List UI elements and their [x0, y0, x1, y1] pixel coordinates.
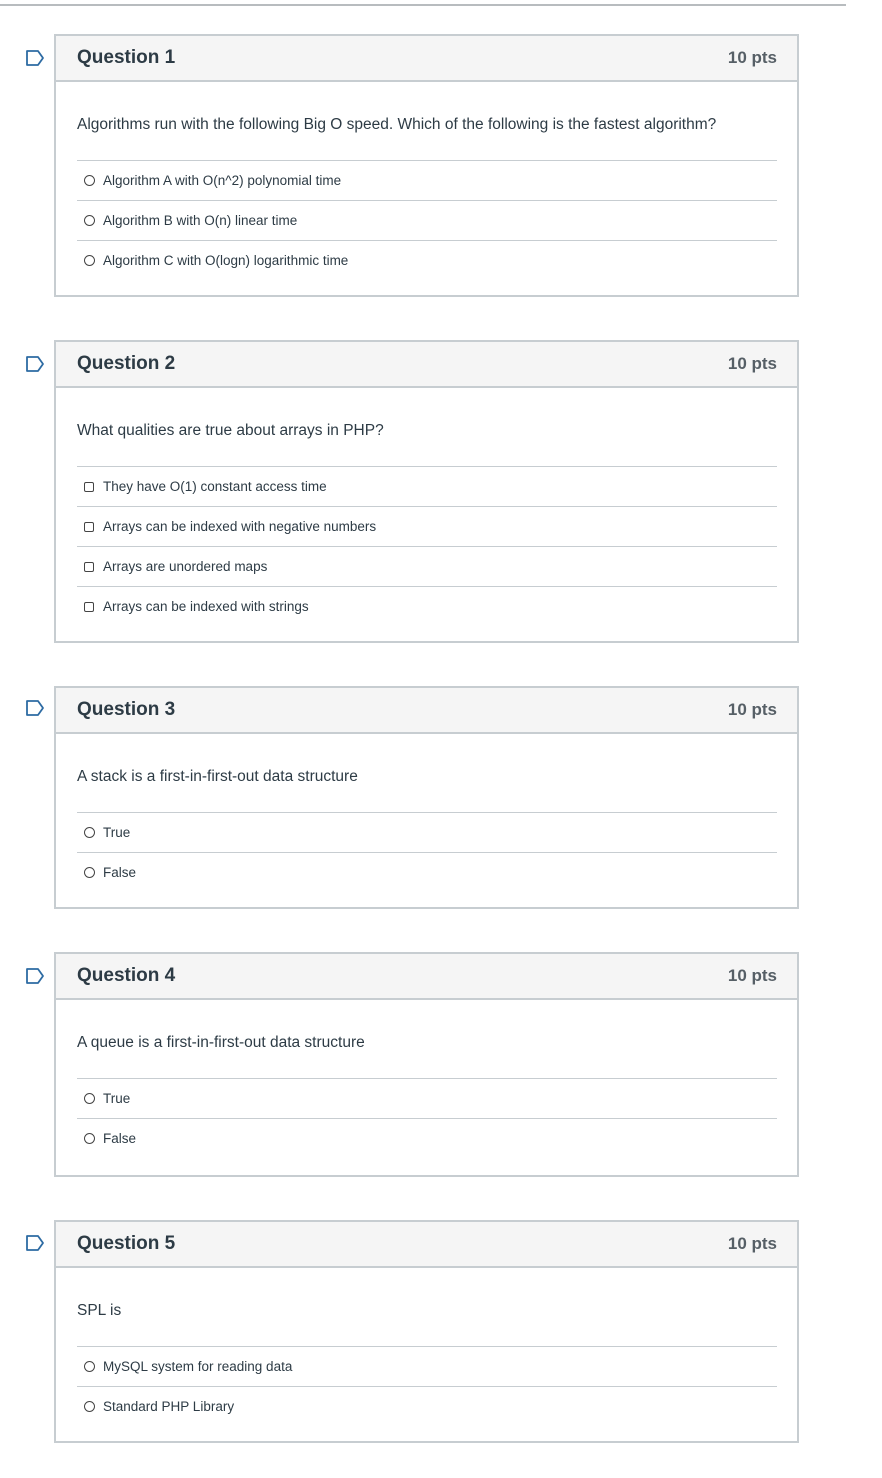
question-points: 10 pts — [727, 700, 777, 719]
question-points: 10 pts — [727, 966, 777, 985]
answer-label: False — [103, 865, 137, 880]
flag-question-icon[interactable] — [25, 699, 45, 717]
radio-icon[interactable] — [84, 1401, 95, 1412]
question-title: Question 3 — [77, 699, 176, 720]
answer-option[interactable] — [77, 507, 777, 547]
question-2 — [54, 340, 799, 643]
radio-icon[interactable] — [84, 1093, 95, 1104]
question-header — [56, 954, 797, 1000]
question-3 — [54, 686, 799, 909]
question-text: A queue is a first-in-first-out data structure — [77, 1034, 365, 1051]
flag-question-icon[interactable] — [25, 1234, 45, 1252]
question-5 — [54, 1220, 799, 1443]
question-header — [56, 36, 797, 82]
answer-option[interactable] — [77, 241, 777, 280]
question-text: Algorithms run with the following Big O speed. Which of the following is the fastest algorithm? — [77, 116, 717, 133]
answer-option[interactable] — [77, 1079, 777, 1119]
radio-icon[interactable] — [84, 1361, 95, 1372]
answer-label: They have O(1) constant access time — [103, 479, 327, 494]
question-text: What qualities are true about arrays in PHP? — [77, 422, 384, 439]
answer-option[interactable] — [77, 1119, 777, 1158]
question-header — [56, 688, 797, 734]
answer-option[interactable] — [77, 1387, 777, 1426]
answer-label: Arrays can be indexed with strings — [103, 599, 309, 614]
answer-option[interactable] — [77, 201, 777, 241]
question-points: 10 pts — [727, 354, 777, 373]
answer-label: Algorithm A with O(n^2) polynomial time — [103, 173, 342, 188]
radio-icon[interactable] — [84, 827, 95, 838]
answer-option[interactable] — [77, 1347, 777, 1387]
answer-label: False — [103, 1131, 137, 1146]
radio-icon[interactable] — [84, 175, 95, 186]
question-title: Question 2 — [77, 353, 176, 374]
question-points: 10 pts — [727, 1234, 777, 1253]
answer-label: Standard PHP Library — [103, 1399, 235, 1414]
answer-option[interactable] — [77, 467, 777, 507]
answer-list — [77, 1078, 777, 1158]
answer-option[interactable] — [77, 813, 777, 853]
checkbox-icon[interactable] — [84, 482, 94, 492]
answer-option[interactable] — [77, 547, 777, 587]
answer-list — [77, 812, 777, 892]
checkbox-icon[interactable] — [84, 562, 94, 572]
answer-list — [77, 466, 777, 626]
question-1 — [54, 34, 799, 297]
answer-label: True — [103, 1091, 131, 1106]
answer-label: Arrays are unordered maps — [103, 559, 268, 574]
answer-option[interactable] — [77, 161, 777, 201]
answer-option[interactable] — [77, 853, 777, 892]
radio-icon[interactable] — [84, 255, 95, 266]
radio-icon[interactable] — [84, 1133, 95, 1144]
answer-label: MySQL system for reading data — [103, 1359, 293, 1374]
answer-label: Algorithm B with O(n) linear time — [103, 213, 298, 228]
top-divider — [0, 4, 846, 6]
answer-label: Algorithm C with O(logn) logarithmic time — [103, 253, 349, 268]
radio-icon[interactable] — [84, 215, 95, 226]
checkbox-icon[interactable] — [84, 602, 94, 612]
question-title: Question 4 — [77, 965, 176, 986]
question-text: SPL is — [77, 1302, 122, 1319]
flag-question-icon[interactable] — [25, 967, 45, 985]
radio-icon[interactable] — [84, 867, 95, 878]
question-points: 10 pts — [727, 48, 777, 67]
flag-question-icon[interactable] — [25, 355, 45, 373]
answer-list — [77, 160, 777, 280]
question-title: Question 1 — [77, 47, 176, 68]
question-4 — [54, 952, 799, 1177]
answer-option[interactable] — [77, 587, 777, 626]
checkbox-icon[interactable] — [84, 522, 94, 532]
answer-label: Arrays can be indexed with negative numbers — [103, 519, 377, 534]
flag-question-icon[interactable] — [25, 49, 45, 67]
answer-label: True — [103, 825, 131, 840]
question-title: Question 5 — [77, 1233, 176, 1254]
answer-list — [77, 1346, 777, 1426]
question-header — [56, 342, 797, 388]
question-header — [56, 1222, 797, 1268]
question-text: A stack is a first-in-first-out data structure — [77, 768, 358, 785]
